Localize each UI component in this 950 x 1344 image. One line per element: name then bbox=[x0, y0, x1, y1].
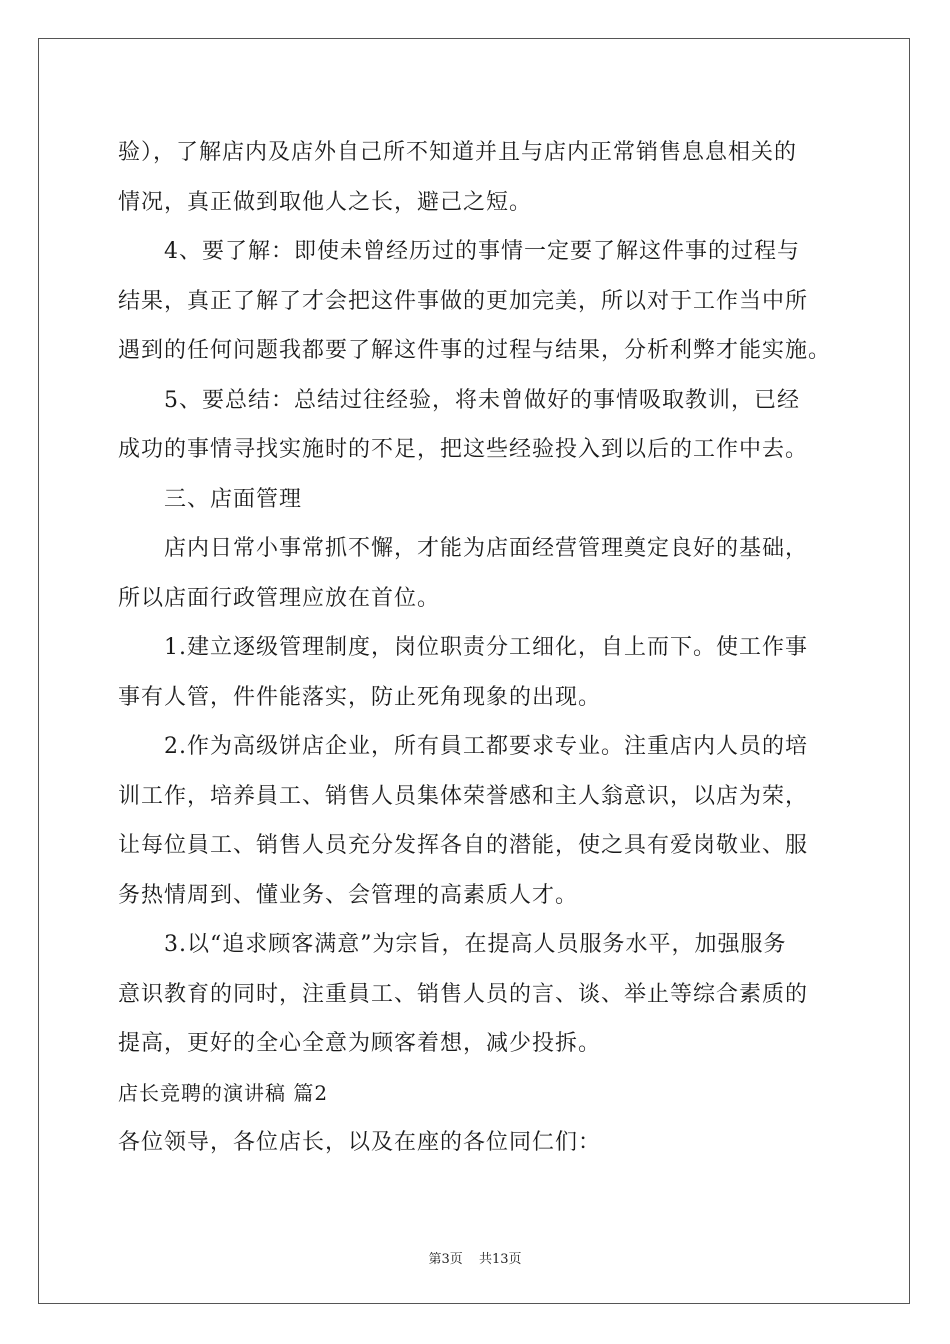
page-total: 共13页 bbox=[478, 1252, 522, 1267]
body-line: 事有人管，件件能落实，防止死角现象的出现。 bbox=[118, 684, 602, 710]
section-title: 店长竞聘的演讲稿 篇2 bbox=[118, 1080, 329, 1105]
page-number: 第3页 bbox=[428, 1252, 463, 1267]
section-heading: 三、店面管理 bbox=[164, 486, 303, 512]
body-line: 4、要了解：即使未曾经历过的事情一定要了解这件事的过程与 bbox=[164, 239, 800, 264]
body-line: 验），了解店内及店外自己所不知道并且与店内正常销售息息相关的 bbox=[118, 140, 798, 165]
body-line: 让每位員工、销售人员充分发挥各自的潜能，使之具有爱岗敬业、服 bbox=[118, 833, 809, 858]
body-line: 成功的事情寻找实施时的不足，把这些经验投入到以后的工作中去。 bbox=[118, 437, 809, 462]
body-line: 务热情周到、懂业务、会管理的高素质人才。 bbox=[118, 882, 579, 908]
body-line: 2.作为高级饼店企业，所有員工都要求专业。注重店内人员的培 bbox=[164, 734, 808, 759]
body-line: 遇到的任何问题我都要了解这件事的过程与结果，分析利弊才能实施。 bbox=[118, 338, 832, 363]
body-line: 训工作，培养員工、销售人员集体荣誉感和主人翁意识，以店为荣， bbox=[118, 783, 809, 809]
body-line: 意识教育的同时，注重員工、销售人员的言、谈、举止等综合素质的 bbox=[118, 981, 809, 1007]
body-line: 所以店面行政管理应放在首位。 bbox=[118, 585, 441, 611]
body-line: 提高，更好的全心全意为顾客着想，减少投拆。 bbox=[118, 1031, 602, 1056]
body-line: 店内日常小事常抓不懈，才能为店面经营管理奠定良好的基础， bbox=[164, 536, 809, 561]
body-line: 5、要总结：总结过往经验，将未曾做好的事情吸取教训，已经 bbox=[164, 387, 800, 413]
page-footer bbox=[0, 1248, 950, 1267]
body-line: 3.以“追求顾客满意”为宗旨，在提高人员服务水平，加强服务 bbox=[164, 932, 787, 957]
body-line: 情况，真正做到取他人之长，避己之短。 bbox=[118, 189, 533, 215]
body-line: 结果，真正了解了才会把这件事做的更加完美，所以对于工作当中所 bbox=[118, 288, 809, 314]
greeting-line: 各位领导，各位店长，以及在座的各位同仁们： bbox=[118, 1130, 602, 1155]
document-body bbox=[118, 128, 838, 1168]
body-line: 1.建立逐级管理制度，岗位职责分工细化，自上而下。使工作事 bbox=[164, 635, 808, 660]
